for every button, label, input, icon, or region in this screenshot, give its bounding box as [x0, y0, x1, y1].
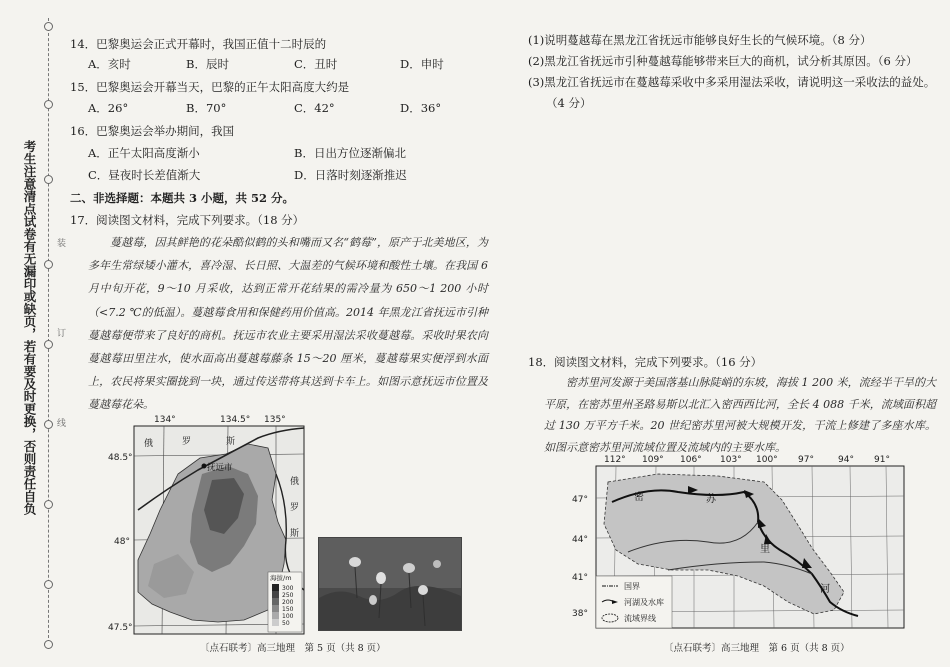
map2-lon-label: 97° [798, 455, 814, 465]
q14-option-d[interactable]: D．申时 [400, 57, 444, 71]
map1-legend-value: 200 [282, 599, 294, 606]
map1-country-label: 罗 [182, 437, 192, 447]
q16-stem: 16．巴黎奥运会举办期间，我国 [70, 124, 235, 138]
map1-legend-value: 100 [282, 613, 294, 620]
map2-lat-label: 47° [572, 495, 588, 505]
q15-option-c[interactable]: C．42° [294, 101, 335, 115]
map2-lon-label: 91° [874, 455, 890, 465]
binding-hole [44, 640, 53, 649]
cranberry-flower-photo [318, 537, 462, 631]
map1-legend-value: 150 [282, 606, 294, 613]
q15-stem: 15．巴黎奥运会开幕当天，巴黎的正午太阳高度大约是 [70, 80, 350, 94]
binding-hole [44, 22, 53, 31]
map1-lon-label: 134° [154, 415, 176, 425]
missouri-basin-map [568, 452, 908, 630]
map1-lat-label: 48° [114, 537, 130, 547]
cut-mark: 线 [57, 419, 67, 429]
map1-country-label: 罗 [290, 503, 300, 513]
fuyuan-map-figure [108, 414, 308, 636]
page-footer-left: 〔点石联考〕高三地理 第 5 页（共 8 页） [200, 643, 386, 654]
q17-stem: 17．阅读图文材料，完成下列要求。（18 分） [70, 213, 305, 227]
q15-option-a[interactable]: A．26° [88, 101, 129, 115]
section-heading: 二、非选择题：本题共 3 小题，共 52 分。 [70, 191, 295, 205]
q17-task-2: (2)黑龙江省抚远市引种蔓越莓能够带来巨大的商机，试分析其原因。（6 分） [528, 54, 918, 68]
q15-option-d[interactable]: D．36° [400, 101, 442, 115]
map2-lon-label: 100° [756, 455, 778, 465]
q14-option-a[interactable]: A．亥时 [88, 57, 131, 71]
cut-line [48, 18, 50, 648]
binding-hole [44, 500, 53, 509]
map2-lon-label: 112° [604, 455, 626, 465]
map2-river-label: 里 [760, 544, 770, 555]
q15-option-b[interactable]: B．70° [186, 101, 227, 115]
binding-hole [44, 100, 53, 109]
cranberry-flower-photo-figure [319, 538, 461, 630]
map2-river-label: 河 [820, 584, 830, 595]
q14-stem: 14．巴黎奥运会正式开幕时，我国正值十二时辰的 [70, 37, 327, 51]
map1-legend-value: 300 [282, 585, 294, 592]
q18-material [544, 372, 936, 458]
q14-option-b[interactable]: B．辰时 [186, 57, 229, 71]
q18-stem: 18．阅读图文材料，完成下列要求。（16 分） [528, 355, 763, 369]
exam-notice: 考生注意清点试卷有无漏印或缺页，若有要及时更换，否则责任自负 [22, 140, 37, 515]
q17-task-3: (3)黑龙江省抚远市在蔓越莓采收中多采用湿法采收，请说明这一采收法的益处。 [528, 75, 936, 89]
q18-material-text: 密苏里河发源于美国落基山脉陡峭的东坡，海拔 1 200 米，流经半干旱的大平原，在密苏里州圣路易斯以北汇入密西西比河，全长 4 088 千米，流域面积超过 130 万平方千米。20 世纪密苏里河被大规模开发，干流上修建了多座水库。如图示意密苏里河流域位置及流域内的主要水库。 [544, 376, 936, 454]
q16-option-a[interactable]: A．正午太阳高度渐小 [88, 146, 200, 160]
map1-lat-label: 47.5° [108, 623, 133, 633]
map2-lon-label: 94° [838, 455, 854, 465]
map2-river-label: 密 [634, 492, 644, 503]
q17-task-3-score: （4 分） [546, 96, 592, 110]
map1-legend-value: 50 [282, 620, 290, 627]
fuyuan-map [108, 414, 308, 636]
page-footer-right: 〔点石联考〕高三地理 第 6 页（共 8 页） [664, 643, 850, 654]
missouri-basin-map-figure [568, 452, 908, 630]
q16-option-b[interactable]: B．日出方位逐渐偏北 [294, 146, 406, 160]
binding-hole [44, 260, 53, 269]
q17-task-1: (1)说明蔓越莓在黑龙江省抚远市能够良好生长的气候环境。（8 分） [528, 33, 872, 47]
map2-lon-label: 109° [642, 455, 664, 465]
cut-mark: 订 [57, 329, 67, 339]
q17-material-text: 蔓越莓，因其鲜艳的花朵酷似鹤的头和嘴而又名“鹤莓”，原产于北美地区，为多年生常绿矮小灌木，喜冷湿、长日照、大温差的气候环境和酸性土壤。在我国 6 月中旬开花，9～10 月采收，达到正常开花结果的需冷量为 650～1 200 小时（<7.2 ℃的低温）。蔓越莓食用和保健药用价值高。2014 年黑龙江省抚远市引种蔓越莓便带来了良好的商机。抚远市农业主要采用湿法采收蔓越莓。采收时果农向蔓越莓田里注水，使水面高出蔓越莓藤条 15～20 厘米，蔓越莓果实便浮到水面上，农民将果实圈拢到一块，通过传送带将其送到卡车上。如图示意抚远市位置及蔓越莓花朵。 [88, 236, 488, 412]
q17-material [88, 231, 488, 417]
map2-river-label: 苏 [706, 494, 716, 505]
map1-country-label: 俄 [290, 477, 300, 487]
map1-country-label: 斯 [226, 437, 236, 447]
map1-country-label: 俄 [144, 439, 154, 449]
map1-legend-title: 海拔/m [270, 574, 292, 582]
cut-mark: 装 [57, 239, 67, 249]
map2-lon-label: 106° [680, 455, 702, 465]
map2-lat-label: 44° [572, 535, 588, 545]
q16-option-d[interactable]: D．日落时刻逐渐推迟 [294, 168, 407, 182]
binding-strip [0, 0, 67, 667]
map2-lon-label: 103° [720, 455, 742, 465]
map2-legend-border: 国界 [624, 582, 640, 591]
q14-option-c[interactable]: C．丑时 [294, 57, 338, 71]
map2-lat-label: 41° [572, 573, 588, 583]
map2-lat-label: 38° [572, 609, 588, 619]
map1-country-label: 斯 [290, 529, 300, 539]
map1-lat-label: 48.5° [108, 453, 133, 463]
map2-legend-basin: 流域界线 [624, 614, 656, 623]
map2-legend-rivers: 河湖及水库 [624, 598, 664, 607]
map1-lon-label: 134.5° [220, 415, 251, 425]
binding-hole [44, 420, 53, 429]
binding-hole [44, 175, 53, 184]
map1-city-label: 抚远市 [207, 463, 233, 473]
map1-legend-value: 250 [282, 592, 294, 599]
map1-lon-label: 135° [264, 415, 286, 425]
q16-option-c[interactable]: C．昼夜时长差值渐大 [88, 168, 201, 182]
binding-hole [44, 340, 53, 349]
binding-hole [44, 580, 53, 589]
